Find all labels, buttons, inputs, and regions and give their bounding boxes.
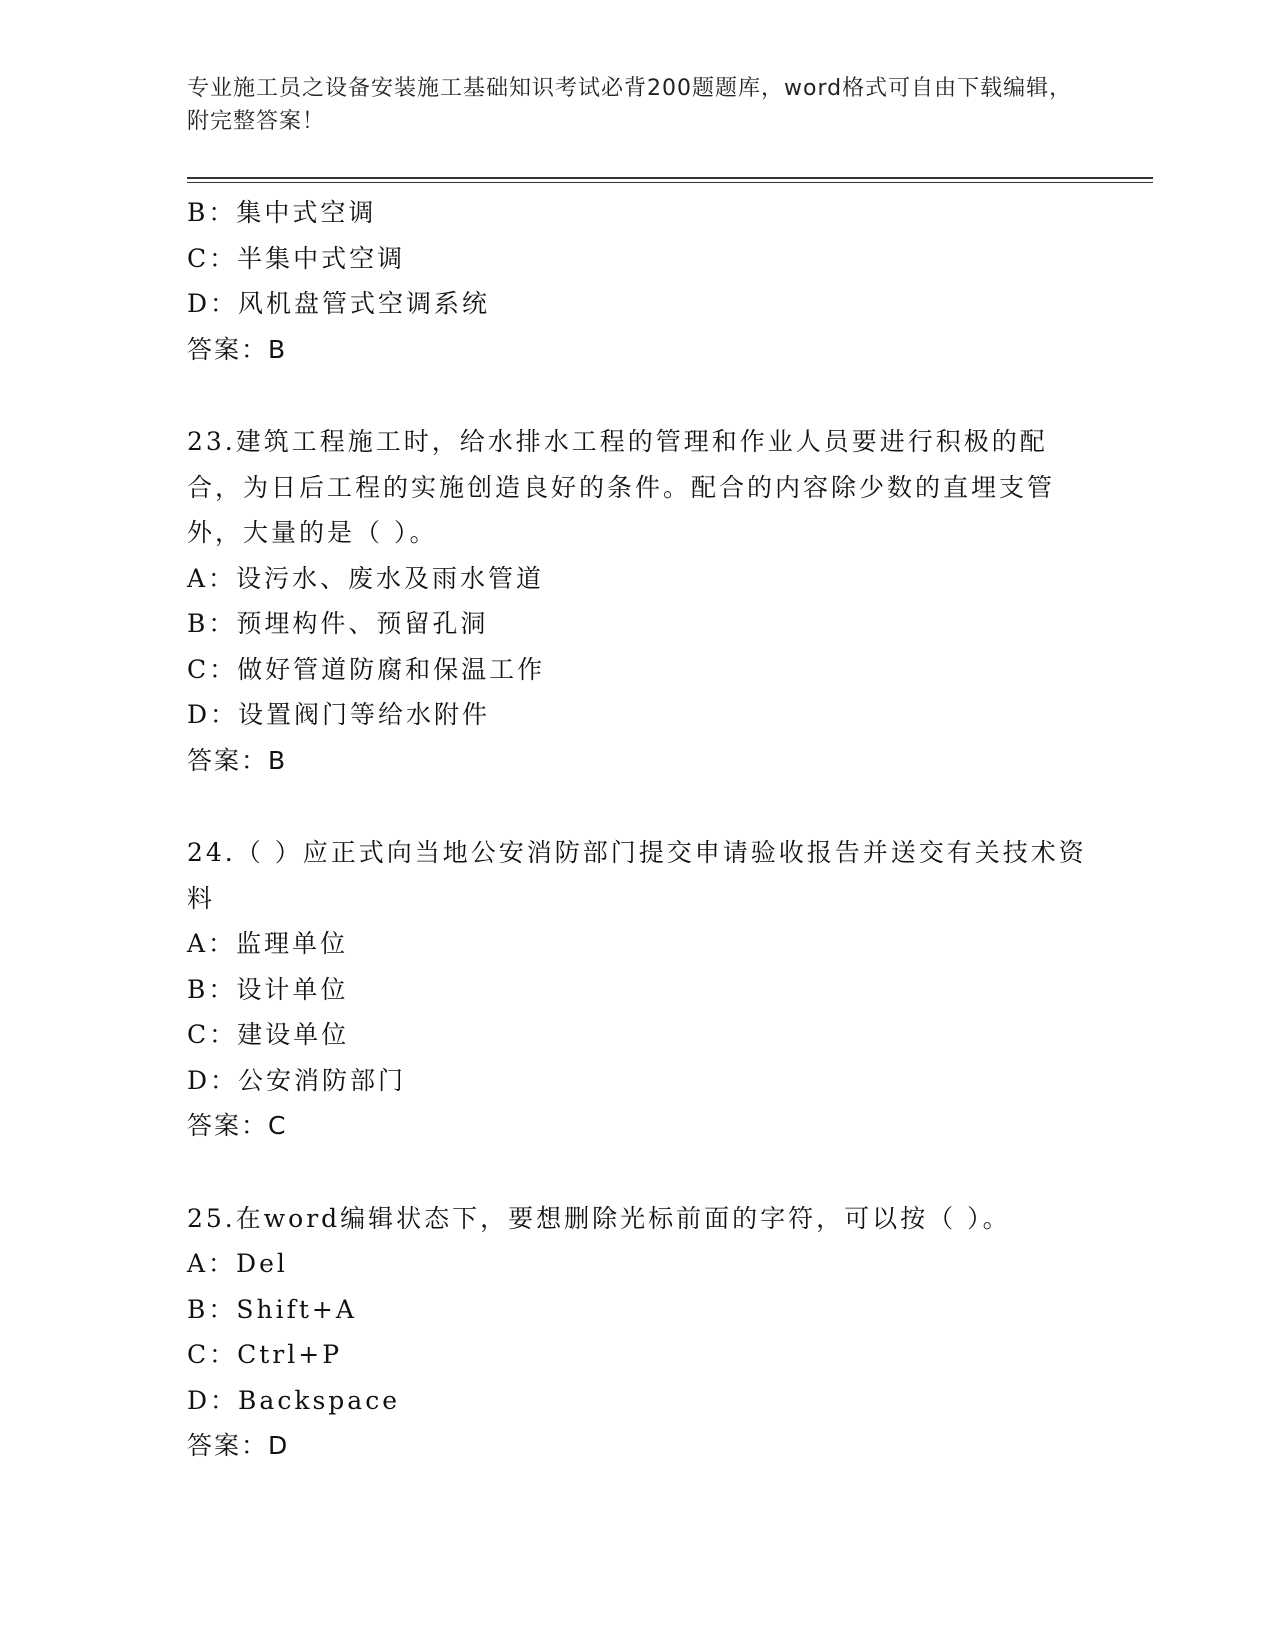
- option-b: B：Shift+A: [187, 1294, 357, 1324]
- option-b: B：集中式空调: [187, 198, 377, 227]
- question-block-23: [187, 419, 1087, 783]
- question-text: 24.（ ）应正式向当地公安消防部门提交申请验收报告并送交有关技术资料: [187, 838, 1087, 913]
- question-text: 23.建筑工程施工时，给水排水工程的管理和作业人员要进行积极的配合，为日后工程的实施创造良好的条件。配合的内容除少数的直埋支管外，大量的是（ ）。: [187, 427, 1056, 547]
- option-b: B：设计单位: [187, 974, 349, 1004]
- page-header: [187, 72, 1087, 138]
- option-c: C：做好管道防腐和保温工作: [187, 654, 546, 684]
- answer-line: 答案：C: [187, 1111, 288, 1140]
- option-d: D：Backspace: [187, 1385, 401, 1415]
- question-block-partial: [187, 190, 1087, 372]
- option-c: C：Ctrl+P: [187, 1340, 343, 1369]
- option-d: D：设置阀门等给水附件: [187, 700, 491, 729]
- header-divider-thin: [187, 182, 1153, 183]
- question-text: 25.在word编辑状态下，要想删除光标前面的字符，可以按（ ）。: [187, 1203, 1011, 1233]
- answer-line: 答案：D: [187, 1431, 290, 1460]
- header-title: 专业施工员之设备安装施工基础知识考试必背200题题库，word格式可自由下载编辑，附完整答案！: [187, 76, 1073, 134]
- answer-line: 答案：B: [187, 745, 288, 775]
- option-c: C：半集中式空调: [187, 243, 406, 273]
- option-a: A：设污水、废水及雨水管道: [187, 563, 545, 593]
- option-b: B：预埋构件、预留孔洞: [187, 609, 489, 638]
- option-d: D：风机盘管式空调系统: [187, 289, 491, 318]
- header-divider-thick: [187, 177, 1153, 179]
- option-a: A：Del: [187, 1249, 288, 1278]
- option-a: A：监理单位: [187, 929, 349, 958]
- question-block-25: [187, 1196, 1087, 1469]
- question-list: [187, 190, 1087, 1469]
- option-c: C：建设单位: [187, 1020, 350, 1049]
- option-d: D：公安消防部门: [187, 1065, 407, 1095]
- question-block-24: [187, 830, 1087, 1149]
- answer-line: 答案：B: [187, 334, 288, 364]
